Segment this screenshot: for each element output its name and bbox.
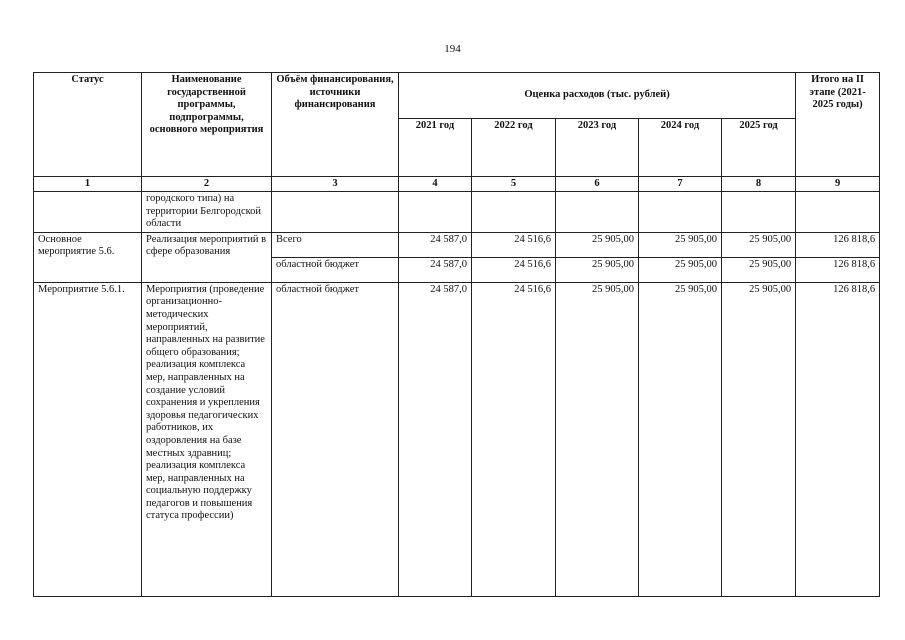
status-cell — [34, 192, 142, 233]
table-row-continuation — [34, 192, 880, 233]
source-cell: Всего — [272, 232, 399, 257]
header-year-2025: 2025 год — [722, 119, 796, 177]
header-year-2023: 2023 год — [556, 119, 639, 177]
value-2023: 25 905,00 — [556, 257, 639, 282]
value-2022: 24 516,6 — [472, 232, 556, 257]
column-number: 9 — [796, 177, 880, 192]
header-program-name: Наименование государственной программы, подпрограммы, основного мероприятия — [142, 73, 272, 177]
table-row-main-event-total — [34, 232, 880, 257]
header-year-2022: 2022 год — [472, 119, 556, 177]
program-name-cell: Реализация мероприятий в сфере образования — [142, 232, 272, 282]
column-number: 5 — [472, 177, 556, 192]
column-number: 7 — [639, 177, 722, 192]
source-cell: областной бюджет — [272, 257, 399, 282]
value-2023: 25 905,00 — [556, 232, 639, 257]
source-cell: областной бюджет — [272, 282, 399, 596]
header-row — [34, 73, 880, 119]
value-2022: 24 516,6 — [472, 282, 556, 596]
header-estimate: Оценка расходов (тыс. рублей) — [399, 73, 796, 119]
value-2023: 25 905,00 — [556, 282, 639, 596]
value-total: 126 818,6 — [796, 282, 880, 596]
page-number: 194 — [444, 43, 461, 55]
column-number: 6 — [556, 177, 639, 192]
program-name-cell: городского типа) на территории Белгородской области — [142, 192, 272, 233]
program-name-cell: Мероприятия (проведение организационно-методических мероприятий, направленных на развитие общего образования; реализация комплекса мер, направленных на создание условий сохранения и укрепления здоровья педагогических работников, их оздоровления на базе местных здравниц; реализация комплекса мер, направленных на социальную поддержку педагогов и повышения статуса профессии) — [142, 282, 272, 596]
header-year-2024: 2024 год — [639, 119, 722, 177]
value-2025: 25 905,00 — [722, 257, 796, 282]
header-funding-volume: Объём финансирования, источники финансирования — [272, 73, 399, 177]
status-cell: Мероприятие 5.6.1. — [34, 282, 142, 596]
column-number: 2 — [142, 177, 272, 192]
source-cell — [272, 192, 399, 233]
budget-table — [33, 72, 880, 597]
column-number: 1 — [34, 177, 142, 192]
value-2024: 25 905,00 — [639, 232, 722, 257]
value-2025: 25 905,00 — [722, 232, 796, 257]
column-number-row — [34, 177, 880, 192]
value-2021: 24 587,0 — [399, 232, 472, 257]
header-status: Статус — [34, 73, 142, 177]
header-year-2021: 2021 год — [399, 119, 472, 177]
value-2024: 25 905,00 — [639, 257, 722, 282]
value-2021: 24 587,0 — [399, 257, 472, 282]
table-row-event — [34, 282, 880, 596]
status-cell: Основное мероприятие 5.6. — [34, 232, 142, 282]
value-2021: 24 587,0 — [399, 282, 472, 596]
header-total: Итого на II этапе (2021-2025 годы) — [796, 73, 880, 177]
value-2025: 25 905,00 — [722, 282, 796, 596]
column-number: 3 — [272, 177, 399, 192]
value-2024: 25 905,00 — [639, 282, 722, 596]
column-number: 8 — [722, 177, 796, 192]
value-total: 126 818,6 — [796, 257, 880, 282]
value-total: 126 818,6 — [796, 232, 880, 257]
column-number: 4 — [399, 177, 472, 192]
value-2022: 24 516,6 — [472, 257, 556, 282]
